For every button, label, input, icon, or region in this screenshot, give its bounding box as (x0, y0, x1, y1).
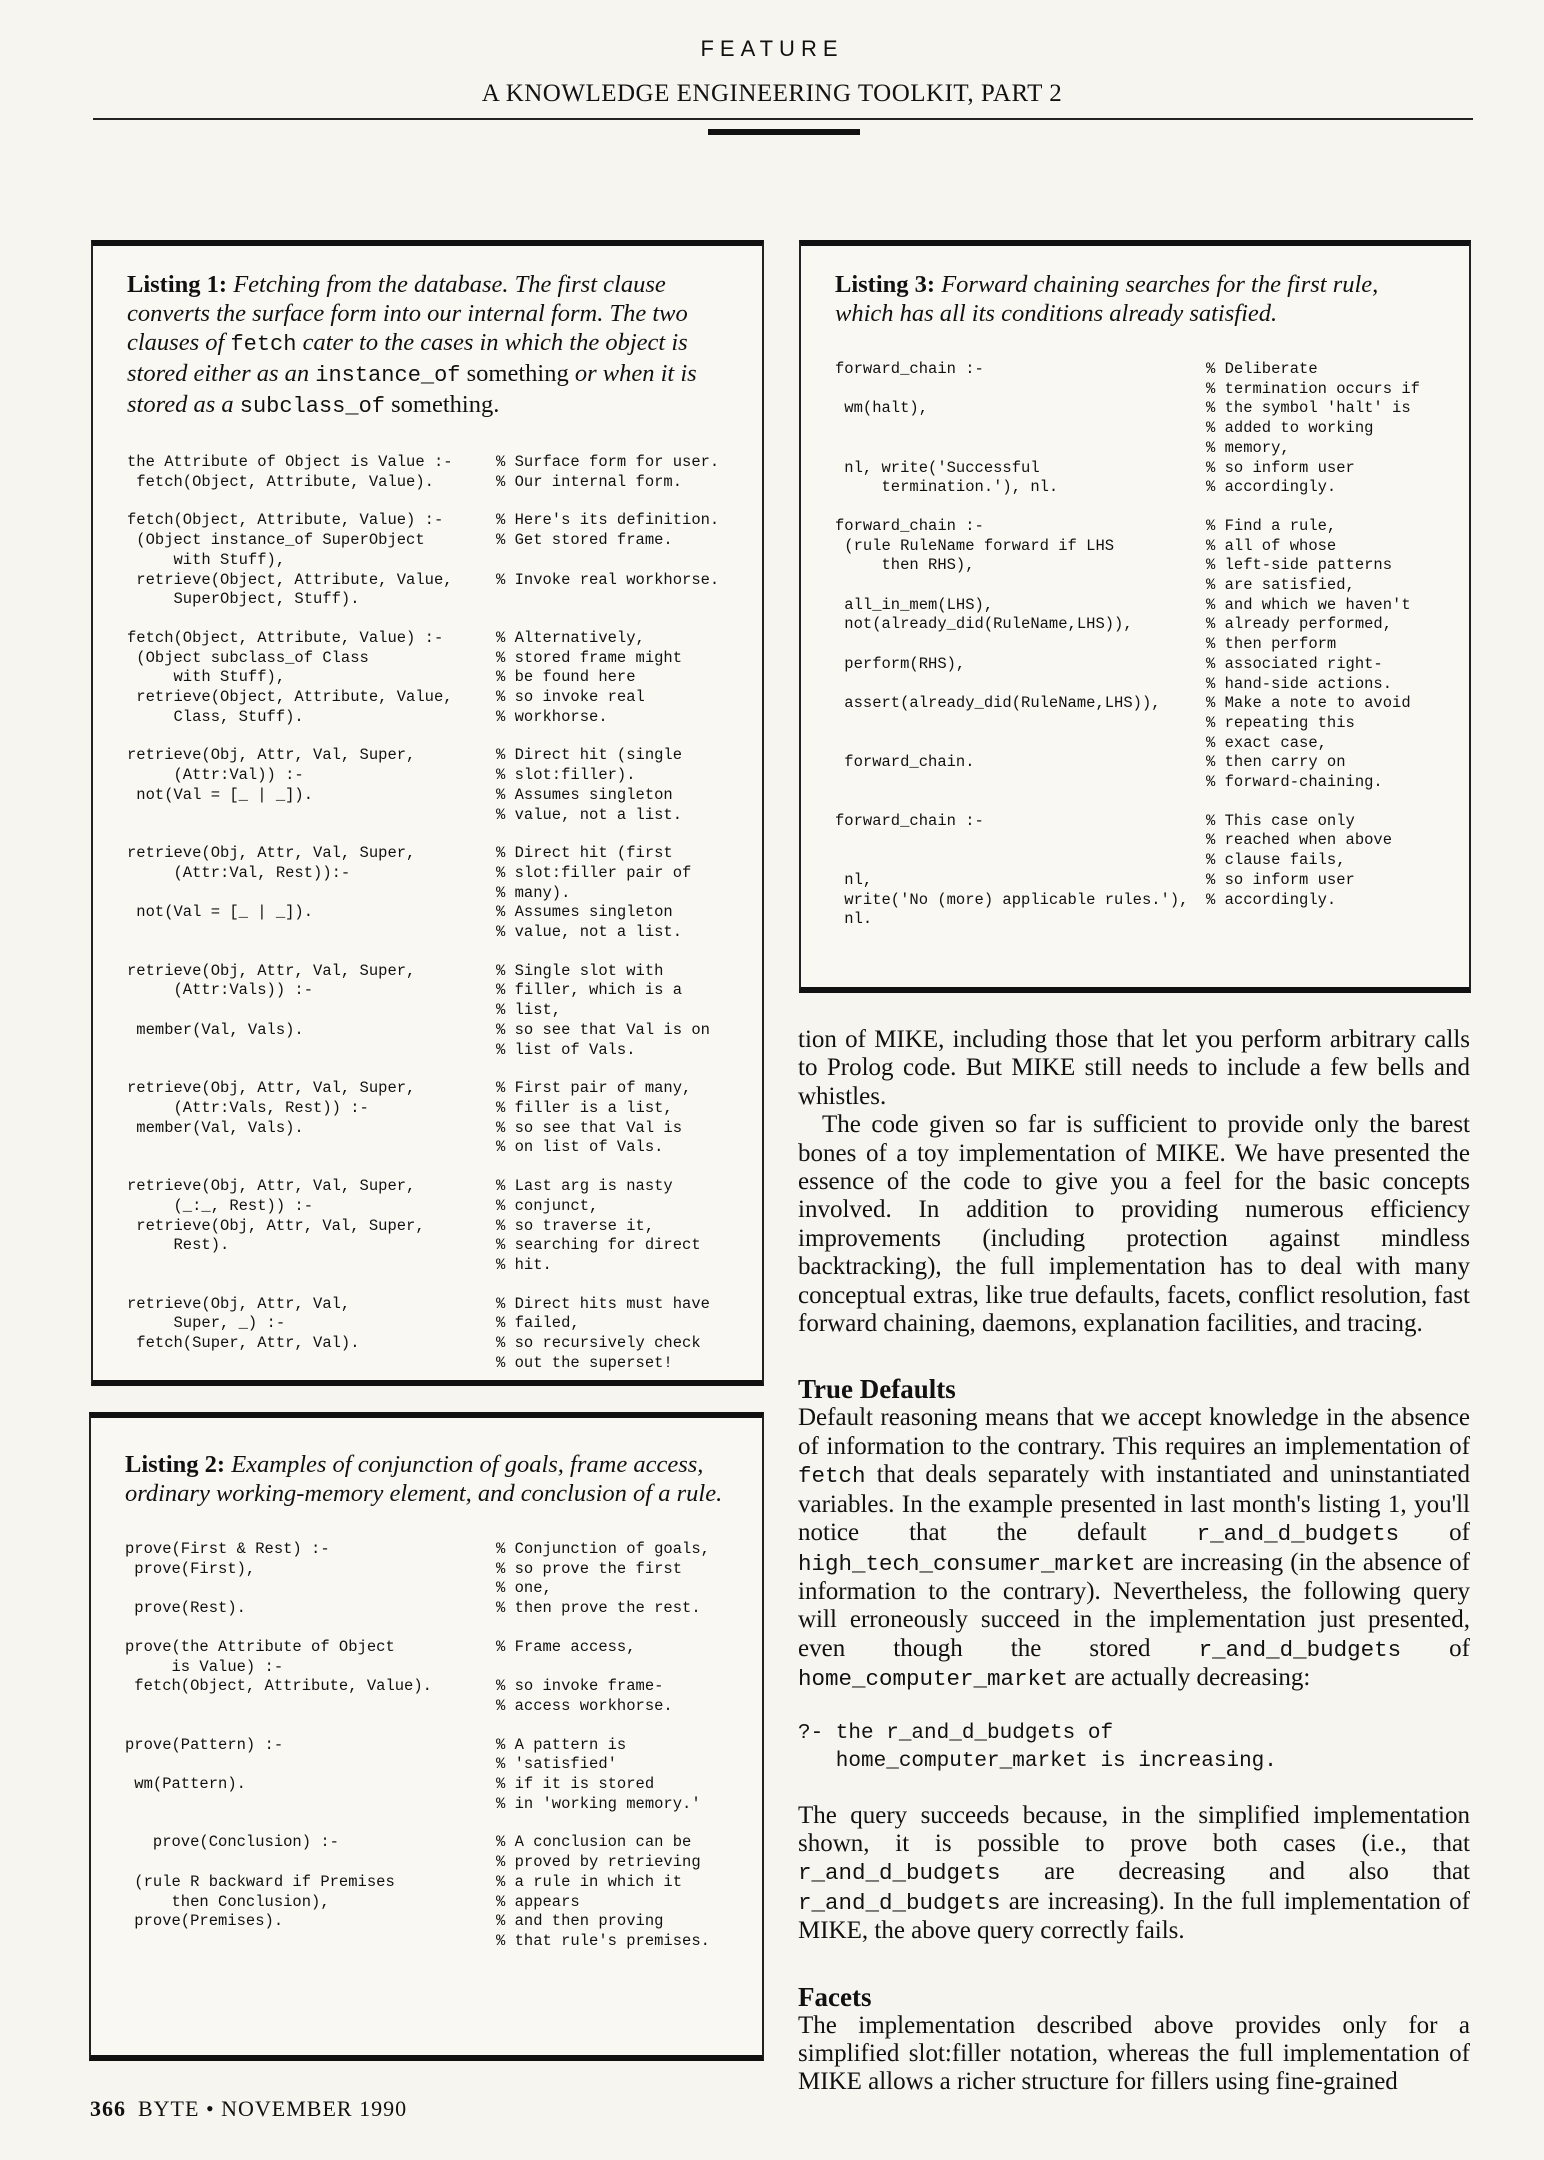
inline-code: home_computer_market (798, 1666, 1069, 1693)
text-run: are increasing (in the absence of information to the contrary). Nevertheless, the following query will erroneously succeed in the implementation just presented, even though the stored (798, 1548, 1470, 1662)
code-text: prove(the Attribute of Object is Value) :- fetch(Object, Attribute, Value). (125, 1637, 432, 1696)
section-kicker: FEATURE (700, 36, 844, 61)
prolog-query: ?- the r_and_d_budgets of home_computer_market is increasing. (798, 1721, 1277, 1773)
listing-1-caption (127, 270, 730, 421)
text-run: are decreasing and also that (1000, 1858, 1470, 1886)
text-run: are increasing). In the full implementation of MIKE, the above query correctly fails. (798, 1887, 1470, 1945)
code-comment: % Conjunction of goals, % so prove the first % one, % then prove the rest. (496, 1540, 710, 1618)
paragraph: tion of MIKE, including those that let you perform arbitrary calls to Prolog code. But MIKE still needs to include a few bells and whistles. (798, 1026, 1470, 1110)
listing-2-box (89, 1412, 764, 2061)
caption-code: subclass_of (239, 394, 385, 419)
code-comment: % A pattern is % 'satisfied' % if it is stored % in 'working memory.' (496, 1735, 701, 1813)
code-comment: % Last arg is nasty % conjunct, % so traverse it, % searching for direct % hit. (496, 1177, 701, 1274)
listing-2-label: Listing 2: (125, 1451, 226, 1478)
paragraph (798, 1404, 1470, 1693)
header-rule (93, 118, 1473, 120)
code-clause (835, 812, 1439, 930)
code-comment: % Deliberate % termination occurs if % the symbol 'halt' is % added to working % memory, % so inform user % accordingly. (1206, 360, 1420, 497)
code-comment: % Direct hit (first % slot:filler pair of % many). % Assumes singleton % value, not a list. (496, 844, 692, 942)
code-comment: % Direct hits must have % failed, % so recursively check % out the superset! (496, 1294, 710, 1372)
inline-code: r_and_d_budgets (1196, 1521, 1400, 1548)
article-running-title: A KNOWLEDGE ENGINEERING TOOLKIT, PART 2 (481, 80, 1063, 107)
code-comment: % Alternatively, % stored frame might % be found here % so invoke real % workhorse. (496, 628, 683, 726)
code-comment: % Single slot with % filler, which is a % list, % so see that Val is on % list of Vals. (496, 961, 710, 1059)
paragraph: The code given so far is sufficient to provide only the barest bones of a toy implementation of MIKE. We have presented the essence of the code to give you a feel for the basic concepts involved. In addition to providing numerous efficiency improvements (including protection against mindless backtracking), the full implementation has to deal with many conceptual extras, like true defaults, facets, conflict resolution, fast forward chaining, daemons, explanation facilities, and tracing. (798, 1111, 1470, 1338)
code-clause (127, 511, 730, 610)
text-run: of (1401, 1634, 1471, 1662)
caption-code: fetch (230, 332, 297, 357)
caption-text: cater to the cases in which the object is stored either as an (127, 329, 688, 387)
code-text: forward_chain :- nl, write('No (more) applicable rules.'), nl. (835, 811, 1189, 929)
code-text: fetch(Object, Attribute, Value) :- (Object instance_of SuperObject with Stuff), retrieve(Object, Attribute, Value, SuperObject, Stuff). (127, 511, 453, 609)
code-comment: % First pair of many, % filler is a list, % so see that Val is % on list of Vals. (496, 1079, 692, 1157)
code-clause (127, 962, 730, 1061)
text-run: that deals separately with instantiated and uninstantiated variables. In the example presented in last month's listing 1, you'll notice that the default (798, 1461, 1470, 1547)
code-text: prove(Pattern) :- wm(Pattern). (125, 1735, 284, 1794)
issue-line: BYTE • NOVEMBER 1990 (138, 2096, 408, 2121)
code-clause (835, 360, 1439, 498)
caption-text: Forward chaining searches for the first rule, which has all its conditions already satisfied. (835, 271, 1379, 327)
caption-text: something. (385, 391, 500, 418)
header-bar (708, 129, 860, 135)
code-text: fetch(Object, Attribute, Value) :- (Object subclass_of Class with Stuff), retrieve(Object, Attribute, Value, Class, Stuff). (127, 628, 453, 726)
code-clause (125, 1833, 730, 1951)
code-comment: % Surface form for user. % Our internal form. (496, 453, 720, 491)
page-footer (90, 2096, 407, 2122)
code-text: prove(First & Rest) :- prove(First), prove(Rest). (125, 1540, 330, 1618)
code-text: retrieve(Obj, Attr, Val, Super, (Attr:Vals)) :- member(Val, Vals). (127, 961, 416, 1039)
code-comment: % This case only % reached when above % clause fails, % so inform user % accordingly. (1206, 811, 1393, 909)
paragraph (798, 1802, 1470, 1946)
section-heading-true-defaults: True Defaults (798, 1374, 956, 1405)
code-clause (125, 1638, 730, 1717)
caption-text: Examples of conjunction of goals, frame access, ordinary working-memory element, and conclusion of a rule. (125, 1451, 723, 1507)
paragraph: The implementation described above provides only for a simplified slot:filler notation, whereas the full implementation of MIKE allows a richer structure for fillers using fine-grained (798, 2011, 1470, 2096)
listing-3-label: Listing 3: (835, 271, 936, 298)
code-clause (125, 1540, 730, 1619)
code-comment: % A conclusion can be % proved by retrieving % a rule in which it % appears % and then proving % that rule's premises. (496, 1833, 710, 1950)
listing-2-caption (125, 1450, 730, 1508)
text-run: The query succeeds because, in the simplified implementation shown, it is possible to prove both cases (i.e., that (798, 1801, 1470, 1857)
listing-1-label: Listing 1: (127, 271, 228, 298)
code-text: forward_chain :- (rule RuleName forward if LHS then RHS), all_in_mem(LHS), not(already_did(RuleName,LHS)), perform(RHS), assert(already_did(RuleName,LHS)), forward_chain. (835, 516, 1161, 772)
code-clause (835, 517, 1439, 793)
code-clause (127, 746, 730, 825)
code-text: prove(Conclusion) :- (rule R backward if Premises then Conclusion), prove(Premises). (134, 1833, 395, 1931)
listing-3-caption (835, 270, 1439, 328)
code-clause (127, 453, 730, 492)
code-comment: % Here's its definition. % Get stored frame. % Invoke real workhorse. (496, 511, 720, 589)
code-clause (127, 1295, 730, 1374)
code-text: retrieve(Obj, Attr, Val, Super, (Attr:Val)) :- not(Val = [_ | _]). (127, 746, 416, 804)
caption-text: Fetching from the database. The first clause converts the surface form into our internal form. The two clauses of (127, 271, 688, 356)
page-number: 366 (90, 2096, 126, 2121)
code-clause (127, 629, 730, 728)
inline-code: high_tech_consumer_market (798, 1550, 1136, 1577)
section-heading-facets: Facets (798, 1981, 872, 2012)
code-clause (125, 1736, 730, 1815)
code-clause (127, 844, 730, 943)
code-text: retrieve(Obj, Attr, Val, Super, _) :- fetch(Super, Attr, Val). (127, 1294, 360, 1353)
inline-code: r_and_d_budgets (1198, 1636, 1402, 1663)
inline-code: fetch (798, 1463, 866, 1490)
code-comment: % Direct hit (single % slot:filler). % Assumes singleton % value, not a list. (496, 746, 683, 824)
code-comment: % Frame access, % so invoke frame- % access workhorse. (496, 1637, 673, 1715)
caption-text: or when it is stored as a (127, 360, 697, 418)
code-clause (127, 1079, 730, 1158)
code-clause (127, 1177, 730, 1276)
code-text: forward_chain :- wm(halt), nl, write('Successful termination.'), nl. (835, 360, 1059, 497)
caption-code: instance_of (315, 363, 461, 388)
inline-code: r_and_d_budgets (798, 1889, 1001, 1916)
text-run: of (1399, 1519, 1471, 1547)
listing-1-box (91, 240, 764, 1386)
code-text: retrieve(Obj, Attr, Val, Super, (Attr:Val, Rest)):- not(Val = [_ | _]). (127, 844, 416, 922)
text-run: are actually decreasing: (1068, 1664, 1311, 1692)
code-comment: % Find a rule, % all of whose % left-side patterns % are satisfied, % and which we haven't % already performed, % then perform % associated right- % hand-side actions. % Make a note to avoid % repeating this % exact case, % then carry on % forward-chaining. (1206, 516, 1411, 792)
text-run: Default reasoning means that we accept knowledge in the absence of information to the contrary. This requires an implementation of (798, 1404, 1470, 1460)
code-text: retrieve(Obj, Attr, Val, Super, (Attr:Vals, Rest)) :- member(Val, Vals). (127, 1079, 416, 1137)
code-text: retrieve(Obj, Attr, Val, Super, (_:_, Rest)) :- retrieve(Obj, Attr, Val, Super, Rest). (127, 1177, 425, 1255)
inline-code: r_and_d_budgets (798, 1860, 1001, 1887)
listing-3-box (799, 240, 1471, 993)
article-body (798, 1026, 1470, 2097)
caption-text: something (460, 360, 569, 387)
code-text: the Attribute of Object is Value :- fetch(Object, Attribute, Value). (127, 453, 453, 491)
